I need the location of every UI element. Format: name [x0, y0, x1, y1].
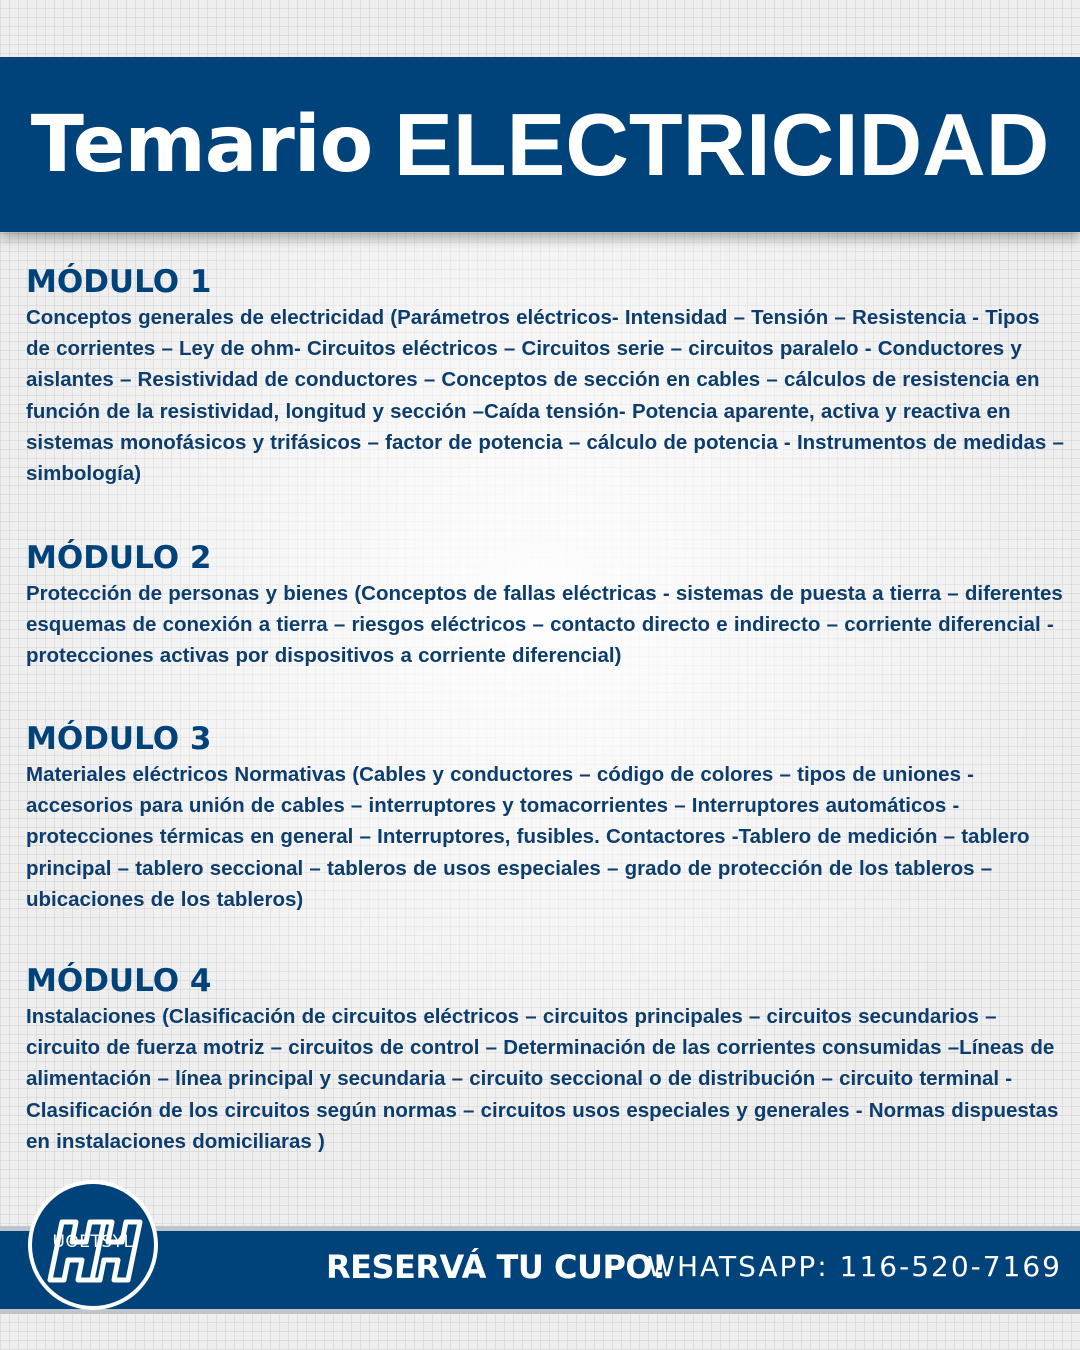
- module-3: [26, 721, 1066, 915]
- module-3-description: Materiales eléctricos Normativas (Cables y conductores – código de colores – tipos de uniones - accesorios para unión de cables – interruptores y tomacorrientes – Interruptores automáticos - protecciones térmicas en general – Interruptores, fusibles. Contactores -Tablero de medición – tablero principal – tablero seccional – tableros de usos especiales – grado de protección de los tableros – ubicaciones de los tableros): [26, 763, 1030, 911]
- module-1-title: MÓDULO 1: [26, 264, 212, 300]
- whatsapp-contact[interactable]: WHATSAPP: 116-520-7169: [647, 1250, 1062, 1283]
- page-title: [0, 60, 1080, 230]
- module-1: [26, 264, 1066, 489]
- module-4-description: Instalaciones (Clasificación de circuitos eléctricos – circuitos principales – circuitos secundarios –circuito de fuerza motriz – circuitos de control – Determinación de las corrientes consumidas –Líneas de alimentación – línea principal y secundaria – circuito seccional o de distribución – circuito terminal - Clasificación de los circuitos según normas – circuitos usos especiales y generales - Normas dispuestas en instalaciones domiciliaras ): [26, 1005, 1059, 1153]
- logo-text: UOETSYL: [52, 1232, 134, 1252]
- module-2-title: MÓDULO 2: [26, 540, 212, 576]
- module-3-title: MÓDULO 3: [26, 721, 212, 757]
- reserve-cta: RESERVÁ TU CUPO!: [326, 1248, 667, 1286]
- brand-logo: [28, 1180, 158, 1310]
- module-2: [26, 540, 1066, 672]
- module-4: [26, 963, 1066, 1157]
- page-title-part1: Temario: [30, 100, 373, 190]
- page-title-part2: ELECTRICIDAD: [394, 95, 1050, 194]
- module-1-description: Conceptos generales de electricidad (Parámetros eléctricos- Intensidad – Tensión – Resistencia - Tipos de corrientes – Ley de ohm- Circuitos eléctricos – Circuitos serie – circuitos paralelo - Conductores y aislantes – Resistividad de conductores – Conceptos de sección en cables – cálculos de resistencia en función de la resistividad, longitud y sección –Caída tensión- Potencia aparente, activa y reactiva en sistemas monofásicos y trifásicos – factor de potencia – cálculo de potencia - Instrumentos de medidas – simbología): [26, 306, 1064, 486]
- module-2-description: Protección de personas y bienes (Conceptos de fallas eléctricas - sistemas de puesta a tierra – diferentes esquemas de conexión a tierra – riesgos eléctricos – contacto directo e indirecto – corriente diferencial - protecciones activas por dispositivos a corriente diferencial): [26, 582, 1063, 668]
- module-4-title: MÓDULO 4: [26, 963, 212, 999]
